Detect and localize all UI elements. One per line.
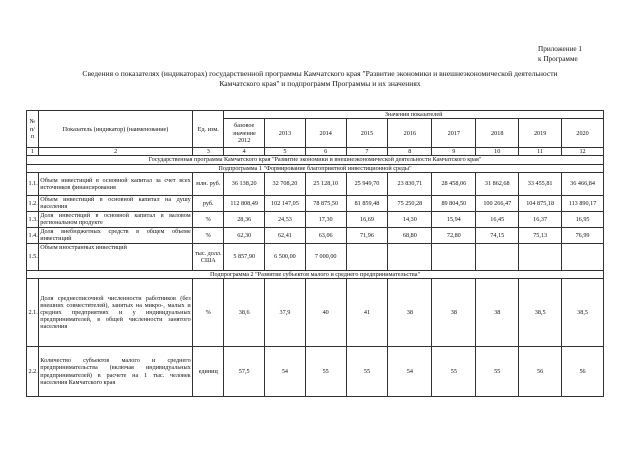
appendix-note bbox=[538, 45, 582, 64]
row-num: 2.1. bbox=[27, 279, 39, 347]
row-num: 1.4. bbox=[27, 227, 39, 243]
row-value: 38 bbox=[432, 279, 476, 347]
row-value: 55 bbox=[305, 347, 346, 397]
header-row-1 bbox=[27, 111, 604, 119]
table-row bbox=[27, 227, 604, 243]
header-year: 2019 bbox=[519, 119, 562, 148]
row-value: 38 bbox=[476, 279, 519, 347]
header-base: базовое значение 2012 bbox=[224, 119, 265, 148]
row-num: 2.2. bbox=[27, 347, 39, 397]
column-number: 11 bbox=[519, 148, 562, 156]
table-row bbox=[27, 195, 604, 211]
row-value: 38 bbox=[388, 279, 432, 347]
column-number: 9 bbox=[432, 148, 476, 156]
column-numbers-row bbox=[27, 148, 604, 156]
appendix-line-2: к Программе bbox=[538, 54, 578, 63]
row-value: 112 808,49 bbox=[224, 195, 265, 211]
row-indicator: Объем инвестиций в основной капитал за счет всех источников финансирования bbox=[38, 172, 192, 195]
row-value: 54 bbox=[265, 347, 306, 397]
row-value bbox=[562, 243, 604, 270]
row-value: 16,95 bbox=[562, 211, 604, 227]
row-value: 38,6 bbox=[224, 279, 265, 347]
row-value: 75,13 bbox=[519, 227, 562, 243]
row-value: 24,53 bbox=[265, 211, 306, 227]
row-value: 37,9 bbox=[265, 279, 306, 347]
row-value: 72,80 bbox=[432, 227, 476, 243]
header-year: 2014 bbox=[305, 119, 346, 148]
row-value: 33 455,81 bbox=[519, 172, 562, 195]
row-value bbox=[432, 243, 476, 270]
column-number: 2 bbox=[38, 148, 192, 156]
column-number: 10 bbox=[476, 148, 519, 156]
row-unit: тыс. долл. США bbox=[193, 243, 224, 270]
row-value: 75 250,28 bbox=[388, 195, 432, 211]
header-num: № п/п bbox=[27, 111, 39, 148]
row-num: 1.2. bbox=[27, 195, 39, 211]
header-year: 2017 bbox=[432, 119, 476, 148]
row-value bbox=[388, 243, 432, 270]
indicators-table bbox=[26, 110, 604, 397]
column-number: 8 bbox=[388, 148, 432, 156]
row-indicator: Объем иностранных инвестиций bbox=[38, 243, 192, 270]
row-value: 100 266,47 bbox=[476, 195, 519, 211]
row-value: 54 bbox=[388, 347, 432, 397]
row-value: 16,37 bbox=[519, 211, 562, 227]
row-value: 36 466,84 bbox=[562, 172, 604, 195]
row-value: 23 830,71 bbox=[388, 172, 432, 195]
row-value: 102 147,05 bbox=[265, 195, 306, 211]
row-num: 1.3. bbox=[27, 211, 39, 227]
row-value: 57,5 bbox=[224, 347, 265, 397]
program-title-row bbox=[27, 156, 604, 164]
row-value: 38,5 bbox=[519, 279, 562, 347]
header-year: 2018 bbox=[476, 119, 519, 148]
row-value: 6 500,00 bbox=[265, 243, 306, 270]
document-title-line-2: Камчатского края" и подпрограмм Программы и их значениях bbox=[219, 79, 421, 88]
row-indicator: Доля внебюджетных средств в общем объеме инвестиций bbox=[40, 228, 191, 243]
row-value: 62,41 bbox=[265, 227, 306, 243]
row-value: 62,30 bbox=[224, 227, 265, 243]
program-title: Государственная программа Камчатского края "Развитие экономики и внешнеэкономической деятельности Камчатского края" bbox=[27, 156, 604, 164]
table-row bbox=[27, 243, 604, 270]
row-value: 78 875,50 bbox=[305, 195, 346, 211]
row-value: 56 bbox=[519, 347, 562, 397]
document-title bbox=[10, 69, 630, 89]
row-value bbox=[519, 243, 562, 270]
row-value: 14,30 bbox=[388, 211, 432, 227]
row-value: 104 875,18 bbox=[519, 195, 562, 211]
column-number: 5 bbox=[265, 148, 306, 156]
header-year: 2020 bbox=[562, 119, 604, 148]
row-value: 25 128,10 bbox=[305, 172, 346, 195]
row-value: 63,06 bbox=[305, 227, 346, 243]
row-value: 41 bbox=[346, 279, 388, 347]
row-value: 55 bbox=[346, 347, 388, 397]
column-number: 6 bbox=[305, 148, 346, 156]
row-unit: руб. bbox=[193, 195, 224, 211]
row-value: 36 138,20 bbox=[224, 172, 265, 195]
row-value: 17,30 bbox=[305, 211, 346, 227]
header-unit: Ед. изм. bbox=[193, 111, 224, 148]
row-unit: единиц bbox=[193, 347, 224, 397]
row-num: 1.1. bbox=[27, 172, 39, 195]
row-value: 74,15 bbox=[476, 227, 519, 243]
row-value: 28 458,06 bbox=[432, 172, 476, 195]
table-row bbox=[27, 211, 604, 227]
row-unit: % bbox=[193, 211, 224, 227]
row-value: 40 bbox=[305, 279, 346, 347]
header-values-group: Значения показателей bbox=[224, 111, 604, 119]
row-value: 71,96 bbox=[346, 227, 388, 243]
row-value: 25 949,70 bbox=[346, 172, 388, 195]
row-value: 7 000,00 bbox=[305, 243, 346, 270]
row-value: 5 857,90 bbox=[224, 243, 265, 270]
column-number: 4 bbox=[224, 148, 265, 156]
row-value: 81 859,48 bbox=[346, 195, 388, 211]
header-year: 2013 bbox=[265, 119, 306, 148]
row-value bbox=[476, 243, 519, 270]
row-value: 55 bbox=[476, 347, 519, 397]
subprogram-1-title: Подпрограмма 1 "Формирование благоприятной инвестиционной среды" bbox=[27, 164, 604, 172]
row-value: 28,36 bbox=[224, 211, 265, 227]
row-indicator: Объем инвестиций в основной капитал на душу населения bbox=[40, 196, 191, 211]
header-year: 2015 bbox=[346, 119, 388, 148]
row-value: 32 708,20 bbox=[265, 172, 306, 195]
header-indicator: Показатель (индикатор) (наименование) bbox=[38, 111, 192, 148]
row-unit: % bbox=[193, 279, 224, 347]
row-indicator: Доля среднесписочной численности работников (без внешних совместителей), занятых на микро-, малых и средних предприятиях и у индивидуальных предпринимателей, в общей численности занятого населения bbox=[38, 279, 192, 347]
row-value: 16,45 bbox=[476, 211, 519, 227]
subprogram-2-title: Подпрограмма 2 "Развитие субъектов малого и среднего предпринимательства" bbox=[27, 270, 604, 278]
column-number: 3 bbox=[193, 148, 224, 156]
column-number: 12 bbox=[562, 148, 604, 156]
row-value bbox=[346, 243, 388, 270]
column-number: 1 bbox=[27, 148, 39, 156]
row-indicator: Доля инвестиций в основной капитал в валовом региональном продукте bbox=[40, 212, 191, 227]
appendix-line-1: Приложение 1 bbox=[538, 45, 582, 53]
row-unit: млн. руб. bbox=[193, 172, 224, 195]
header-year: 2016 bbox=[388, 119, 432, 148]
row-value: 113 890,17 bbox=[562, 195, 604, 211]
row-value: 31 862,68 bbox=[476, 172, 519, 195]
row-unit: % bbox=[193, 227, 224, 243]
table-row bbox=[27, 347, 604, 397]
subprogram-2-row bbox=[27, 270, 604, 278]
row-value: 76,99 bbox=[562, 227, 604, 243]
row-value: 68,80 bbox=[388, 227, 432, 243]
row-value: 15,94 bbox=[432, 211, 476, 227]
row-value: 38,5 bbox=[562, 279, 604, 347]
table-row bbox=[27, 279, 604, 347]
row-value: 89 804,50 bbox=[432, 195, 476, 211]
document-title-line-1: Сведения о показателях (индикаторах) государственной программы Камчатского края "Развитие экономики и внешнеэкономической деятельности bbox=[82, 69, 558, 78]
table-row bbox=[27, 172, 604, 195]
row-value: 16,69 bbox=[346, 211, 388, 227]
subprogram-1-row bbox=[27, 164, 604, 172]
row-value: 55 bbox=[432, 347, 476, 397]
row-num: 1.5. bbox=[27, 243, 39, 270]
row-indicator: Количество субъектов малого и среднего предпринимательства (включая индивидуальных предпринимателей) в расчете на 1 тыс. человек населения Камчатского края bbox=[38, 347, 192, 397]
row-value: 56 bbox=[562, 347, 604, 397]
column-number: 7 bbox=[346, 148, 388, 156]
